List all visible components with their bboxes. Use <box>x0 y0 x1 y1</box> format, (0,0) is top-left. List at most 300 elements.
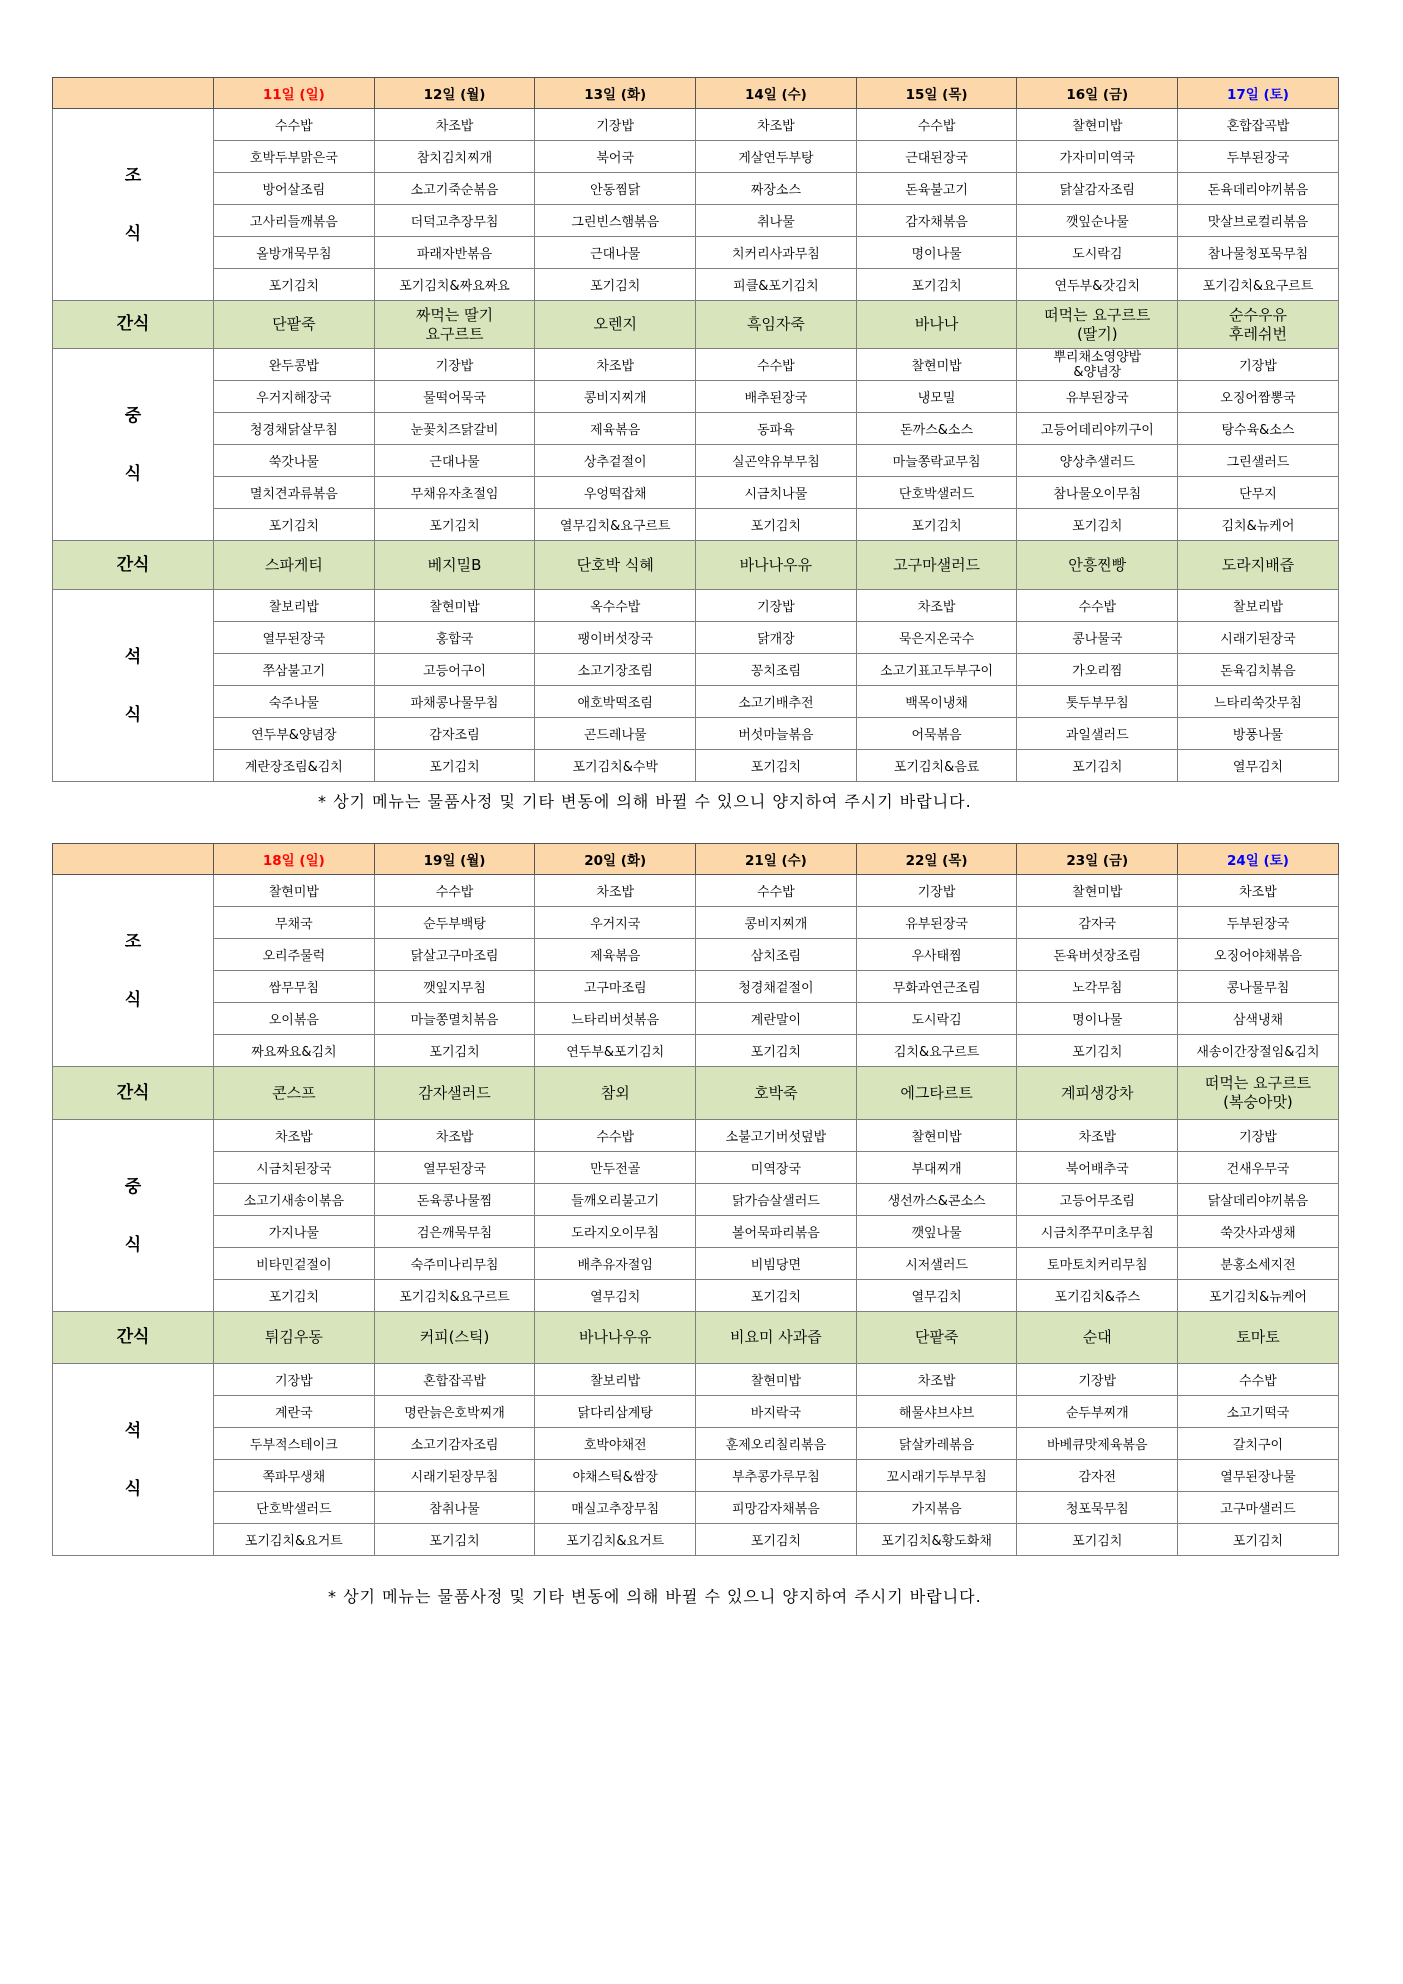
menu-item: 계란장조림&김치 <box>214 750 375 782</box>
menu-item: 수수밥 <box>1017 590 1178 622</box>
menu-item: 감자국 <box>1017 907 1178 939</box>
menu-item: 감자조림 <box>374 718 535 750</box>
menu-item: 포기김치&쥬스 <box>1017 1280 1178 1312</box>
menu-item: 우거지국 <box>535 907 696 939</box>
menu-item: 포기김치 <box>856 269 1017 301</box>
menu-item: 짜요짜요&김치 <box>214 1035 375 1067</box>
day-date: 18일 <box>262 853 295 869</box>
snack1-row <box>53 1067 1339 1120</box>
menu-item: 포기김치 <box>374 1035 535 1067</box>
menu-item: 고등어데리야끼구이 <box>1017 413 1178 445</box>
menu-item: 두부된장국 <box>1178 141 1339 173</box>
day-header <box>1017 78 1178 109</box>
menu-item: 수수밥 <box>696 349 857 381</box>
dinner-row <box>53 1492 1339 1524</box>
menu-item: 차조밥 <box>856 590 1017 622</box>
menu-item: 오이볶음 <box>214 1003 375 1035</box>
menu-item: 깻잎지무침 <box>374 971 535 1003</box>
menu-item: 깻잎순나물 <box>1017 205 1178 237</box>
day-weekday: (월) <box>460 87 486 103</box>
menu-item: 오징어야채볶음 <box>1178 939 1339 971</box>
menu-item: 배추유자절임 <box>535 1248 696 1280</box>
day-date: 11일 <box>262 87 295 103</box>
dinner-row <box>53 654 1339 686</box>
menu-item: 찰현미밥 <box>856 1120 1017 1152</box>
menu-item: 묵은지온국수 <box>856 622 1017 654</box>
menu-item: 참나물청포묵무침 <box>1178 237 1339 269</box>
meal-label-char: 중 <box>124 405 142 426</box>
breakfast-row <box>53 1003 1339 1035</box>
day-header <box>214 78 375 109</box>
menu-item: 계란국 <box>214 1396 375 1428</box>
breakfast-row <box>53 939 1339 971</box>
day-weekday: (화) <box>620 87 647 103</box>
menu-item: 매실고추장무침 <box>535 1492 696 1524</box>
menu-item: 명란늙은호박찌개 <box>374 1396 535 1428</box>
snack2-row <box>53 1312 1339 1364</box>
dinner-row <box>53 718 1339 750</box>
snack-item: 커피(스틱) <box>374 1312 535 1364</box>
menu-item: 마늘쫑멸치볶음 <box>374 1003 535 1035</box>
day-header <box>856 78 1017 109</box>
lunch-row <box>53 1280 1339 1312</box>
menu-item: 참취나물 <box>374 1492 535 1524</box>
menu-item: 수수밥 <box>696 875 857 907</box>
menu-item: 명이나물 <box>1017 1003 1178 1035</box>
snack-item: 단팥죽 <box>214 301 375 349</box>
menu-item: 기장밥 <box>535 109 696 141</box>
menu-item: 시래기된장무침 <box>374 1460 535 1492</box>
meal-label-char: 석 <box>124 1420 142 1441</box>
menu-item: 연두부&양념장 <box>214 718 375 750</box>
menu-item: 새송이간장절임&김치 <box>1178 1035 1339 1067</box>
menu-item: 무채유자초절임 <box>374 477 535 509</box>
menu-item: 제육볶음 <box>535 413 696 445</box>
menu-item: 연두부&포기김치 <box>535 1035 696 1067</box>
day-header <box>374 78 535 109</box>
menu-item: 찰보리밥 <box>214 590 375 622</box>
menu-item: 돈육불고기 <box>856 173 1017 205</box>
snack-item: 바나나우유 <box>696 541 857 590</box>
dinner-row <box>53 1428 1339 1460</box>
meal-label-char: 조 <box>124 931 142 952</box>
menu-item: 소고기배추전 <box>696 686 857 718</box>
menu-item: 기장밥 <box>696 590 857 622</box>
menu-item: 고등어무조림 <box>1017 1184 1178 1216</box>
menu-item: 그린샐러드 <box>1178 445 1339 477</box>
menu-item: 포기김치 <box>696 750 857 782</box>
lunch-row <box>53 1152 1339 1184</box>
menu-item-line: &양념장 <box>1073 364 1122 380</box>
snack-item: 베지밀B <box>374 541 535 590</box>
day-date: 17일 <box>1227 87 1259 103</box>
day-weekday: (토) <box>1263 853 1289 869</box>
menu-item: 오징어짬뽕국 <box>1178 381 1339 413</box>
day-weekday: (수) <box>781 853 807 869</box>
meal-label-char: 식 <box>124 1234 142 1255</box>
day-weekday: (목) <box>942 87 968 103</box>
snack-item: 단호박 식혜 <box>535 541 696 590</box>
menu-item: 유부된장국 <box>856 907 1017 939</box>
menu-item: 두부적스테이크 <box>214 1428 375 1460</box>
menu-item: 찰현미밥 <box>1017 109 1178 141</box>
menu-item: 포기김치 <box>1017 750 1178 782</box>
snack-item: 토마토 <box>1178 1312 1339 1364</box>
menu-item: 청경채겉절이 <box>696 971 857 1003</box>
menu-item: 북어국 <box>535 141 696 173</box>
menu-item: 상추겉절이 <box>535 445 696 477</box>
menu-item: 기장밥 <box>1178 349 1339 381</box>
day-header <box>1017 844 1178 875</box>
menu-item: 콩비지찌개 <box>696 907 857 939</box>
menu-item: 비타민겉절이 <box>214 1248 375 1280</box>
snack-item: 단팥죽 <box>856 1312 1017 1364</box>
menu-item: 소고기표고두부구이 <box>856 654 1017 686</box>
menu-item: 차조밥 <box>1178 875 1339 907</box>
menu-item: 포기김치 <box>696 509 857 541</box>
menu-item: 눈꽃치즈닭갈비 <box>374 413 535 445</box>
snack-item <box>1017 301 1178 349</box>
menu-item: 기장밥 <box>214 1364 375 1396</box>
menu-item: 기장밥 <box>374 349 535 381</box>
menu-item: 돈육콩나물찜 <box>374 1184 535 1216</box>
menu-item: 방어살조림 <box>214 173 375 205</box>
snack-item: 고구마샐러드 <box>856 541 1017 590</box>
menu-item: 포기김치 <box>535 269 696 301</box>
menu-item: 감자전 <box>1017 1460 1178 1492</box>
menu-item: 차조밥 <box>374 1120 535 1152</box>
menu-item: 버섯마늘볶음 <box>696 718 857 750</box>
snack-item-line: (복숭아맛) <box>1223 1093 1293 1111</box>
menu-item: 포기김치 <box>374 750 535 782</box>
menu-item: 소고기새송이볶음 <box>214 1184 375 1216</box>
menu-item: 찰현미밥 <box>374 590 535 622</box>
breakfast-row <box>53 205 1339 237</box>
lunch-row <box>53 381 1339 413</box>
lunch-row <box>53 1248 1339 1280</box>
menu-item: 닭개장 <box>696 622 857 654</box>
snack-item-line: 순수우유 <box>1228 305 1287 324</box>
snack-item-line: 짜먹는 딸기 <box>415 305 494 324</box>
menu-item: 가지나물 <box>214 1216 375 1248</box>
snack-item: 순대 <box>1017 1312 1178 1364</box>
menu-item: 돈까스&소스 <box>856 413 1017 445</box>
menu-item: 단호박샐러드 <box>214 1492 375 1524</box>
menu-item: 수수밥 <box>1178 1364 1339 1396</box>
menu-item: 시금치쭈꾸미초무침 <box>1017 1216 1178 1248</box>
menu-item: 부대찌개 <box>856 1152 1017 1184</box>
menu-item: 순두부백탕 <box>374 907 535 939</box>
menu-item: 돈육버섯장조림 <box>1017 939 1178 971</box>
menu-item: 해물샤브샤브 <box>856 1396 1017 1428</box>
menu-item: 쭈삼불고기 <box>214 654 375 686</box>
day-weekday: (월) <box>460 853 486 869</box>
day-header-row <box>53 844 1339 875</box>
snack-item-line: 떠먹는 요구르트 <box>1204 1074 1312 1092</box>
menu-item: 가오리찜 <box>1017 654 1178 686</box>
menu-item: 비빔당면 <box>696 1248 857 1280</box>
menu-item: 도시락김 <box>856 1003 1017 1035</box>
menu-item: 방풍나물 <box>1178 718 1339 750</box>
menu-item: 닭살감자조림 <box>1017 173 1178 205</box>
menu-item: 훈제오리칠리볶음 <box>696 1428 857 1460</box>
menu-item: 검은깨묵무침 <box>374 1216 535 1248</box>
breakfast-label <box>53 109 214 301</box>
snack-item: 호박죽 <box>696 1067 857 1120</box>
menu-table <box>52 843 1339 1556</box>
snack1-row <box>53 301 1339 349</box>
menu-item: 계란말이 <box>696 1003 857 1035</box>
menu-item: 찰보리밥 <box>535 1364 696 1396</box>
day-date: 16일 <box>1066 87 1099 103</box>
breakfast-row <box>53 141 1339 173</box>
menu-change-notice: * 상기 메뉴는 물품사정 및 기타 변동에 의해 바뀔 수 있으니 양지하여 주시기 바랍니다. <box>318 792 972 811</box>
menu-item: 단무지 <box>1178 477 1339 509</box>
menu-item: 찰현미밥 <box>856 349 1017 381</box>
menu-item: 숙주미나리무침 <box>374 1248 535 1280</box>
snack-item-line: 후레쉬번 <box>1228 324 1287 343</box>
breakfast-label <box>53 875 214 1067</box>
menu-item: 쌈무무침 <box>214 971 375 1003</box>
menu-item: 안동찜닭 <box>535 173 696 205</box>
day-header <box>856 844 1017 875</box>
day-weekday: (일) <box>299 87 325 103</box>
menu-item: 열무김치 <box>1178 750 1339 782</box>
menu-item: 포기김치 <box>696 1280 857 1312</box>
menu-item: 시금치된장국 <box>214 1152 375 1184</box>
meal-label-char: 식 <box>124 463 142 484</box>
menu-item: 열무김치&요구르트 <box>535 509 696 541</box>
menu-item: 찰현미밥 <box>214 875 375 907</box>
day-header <box>374 844 535 875</box>
lunch-row <box>53 1184 1339 1216</box>
menu-item: 기장밥 <box>1017 1364 1178 1396</box>
menu-item: 청경채닭살무침 <box>214 413 375 445</box>
menu-item: 고구마조림 <box>535 971 696 1003</box>
menu-item: 탕수육&소스 <box>1178 413 1339 445</box>
snack-label: 간식 <box>53 301 214 349</box>
menu-item: 포기김치 <box>1017 1035 1178 1067</box>
snack-item: 흑임자죽 <box>696 301 857 349</box>
snack-item-line: 떠먹는 요구르트 <box>1044 305 1151 324</box>
snack-label: 간식 <box>53 1312 214 1364</box>
day-header <box>535 844 696 875</box>
menu-item: 차조밥 <box>856 1364 1017 1396</box>
menu-item <box>1017 349 1178 381</box>
snack-item: 스파게티 <box>214 541 375 590</box>
lunch-row <box>53 413 1339 445</box>
menu-item: 시저샐러드 <box>856 1248 1017 1280</box>
lunch-label <box>53 349 214 541</box>
menu-item: 미역장국 <box>696 1152 857 1184</box>
dinner-row <box>53 1460 1339 1492</box>
menu-item: 돈육김치볶음 <box>1178 654 1339 686</box>
day-date: 22일 <box>905 853 938 869</box>
meal-label-char: 조 <box>124 165 142 186</box>
menu-item: 순두부찌개 <box>1017 1396 1178 1428</box>
day-weekday: (수) <box>781 87 807 103</box>
menu-item: 연두부&갓김치 <box>1017 269 1178 301</box>
menu-item: 취나물 <box>696 205 857 237</box>
menu-item: 느타리쑥갓무침 <box>1178 686 1339 718</box>
menu-item: 생선까스&콘소스 <box>856 1184 1017 1216</box>
menu-item: 고사리들깨볶음 <box>214 205 375 237</box>
day-date: 21일 <box>744 853 777 869</box>
menu-item: 수수밥 <box>214 109 375 141</box>
menu-item: 닭살데리야끼볶음 <box>1178 1184 1339 1216</box>
menu-item: 볼어묵파리볶음 <box>696 1216 857 1248</box>
breakfast-row <box>53 907 1339 939</box>
menu-item: 기장밥 <box>856 875 1017 907</box>
meal-label-char: 식 <box>124 704 142 725</box>
menu-item: 두부된장국 <box>1178 907 1339 939</box>
menu-item: 어묵볶음 <box>856 718 1017 750</box>
menu-item: 열무된장국 <box>214 622 375 654</box>
menu-item: 포기김치 <box>214 269 375 301</box>
menu-item: 콩비지찌개 <box>535 381 696 413</box>
lunch-row <box>53 1216 1339 1248</box>
day-header <box>1178 844 1339 875</box>
menu-item: 느타리버섯볶음 <box>535 1003 696 1035</box>
snack-item-line: (딸기) <box>1076 324 1118 343</box>
snack-item <box>374 301 535 349</box>
day-header-row <box>53 78 1339 109</box>
menu-item: 바베큐맛제육볶음 <box>1017 1428 1178 1460</box>
snack-item <box>1178 301 1339 349</box>
menu-item: 게살연두부탕 <box>696 141 857 173</box>
menu-item: 포기김치 <box>214 509 375 541</box>
menu-item: 그린빈스햄볶음 <box>535 205 696 237</box>
menu-item: 냉모밀 <box>856 381 1017 413</box>
menu-item: 차조밥 <box>535 349 696 381</box>
menu-item-line: 뿌리채소영양밥 <box>1053 349 1142 365</box>
menu-item: 포기김치&짜요짜요 <box>374 269 535 301</box>
snack-item: 감자샐러드 <box>374 1067 535 1120</box>
breakfast-row <box>53 1035 1339 1067</box>
dinner-row <box>53 686 1339 718</box>
snack-item: 튀김우동 <box>214 1312 375 1364</box>
menu-item: 소고기장조림 <box>535 654 696 686</box>
menu-item: 고등어구이 <box>374 654 535 686</box>
day-date: 12일 <box>423 87 456 103</box>
menu-item: 포기김치&수박 <box>535 750 696 782</box>
lunch-row <box>53 445 1339 477</box>
menu-item: 유부된장국 <box>1017 381 1178 413</box>
menu-item: 애호박떡조림 <box>535 686 696 718</box>
day-date: 19일 <box>423 853 456 869</box>
menu-item: 멸치견과류볶음 <box>214 477 375 509</box>
day-weekday: (금) <box>1102 853 1129 869</box>
menu-item: 홍합국 <box>374 622 535 654</box>
menu-item: 만두전골 <box>535 1152 696 1184</box>
week-1-menu <box>52 77 1338 782</box>
breakfast-row <box>53 971 1339 1003</box>
menu-item: 백목이냉채 <box>856 686 1017 718</box>
menu-item: 톳두부무침 <box>1017 686 1178 718</box>
menu-item: 수수밥 <box>856 109 1017 141</box>
menu-item: 찰현미밥 <box>1017 875 1178 907</box>
menu-item: 배추된장국 <box>696 381 857 413</box>
menu-item: 열무김치 <box>535 1280 696 1312</box>
dinner-row <box>53 590 1339 622</box>
menu-item: 포기김치 <box>1017 509 1178 541</box>
menu-item: 올방개묵무침 <box>214 237 375 269</box>
day-header <box>214 844 375 875</box>
dinner-label <box>53 590 214 782</box>
menu-item: 도시락김 <box>1017 237 1178 269</box>
dinner-row <box>53 1396 1339 1428</box>
menu-item: 소고기감자조림 <box>374 1428 535 1460</box>
dinner-row <box>53 1524 1339 1556</box>
menu-item: 실곤약유부무침 <box>696 445 857 477</box>
snack-item: 참외 <box>535 1067 696 1120</box>
menu-item: 포기김치&요구르트 <box>374 1280 535 1312</box>
menu-table <box>52 77 1339 782</box>
menu-item: 호박야채전 <box>535 1428 696 1460</box>
day-weekday: (일) <box>299 853 325 869</box>
day-date: 23일 <box>1066 853 1099 869</box>
menu-item: 과일샐러드 <box>1017 718 1178 750</box>
menu-item: 포기김치 <box>1178 1524 1339 1556</box>
menu-item: 쑥갓사과생채 <box>1178 1216 1339 1248</box>
menu-item: 양상추샐러드 <box>1017 445 1178 477</box>
day-weekday: (토) <box>1263 87 1289 103</box>
menu-item: 노각무침 <box>1017 971 1178 1003</box>
menu-item: 소고기죽순볶음 <box>374 173 535 205</box>
day-header <box>696 78 857 109</box>
menu-item: 콩나물국 <box>1017 622 1178 654</box>
menu-item: 닭가슴살샐러드 <box>696 1184 857 1216</box>
menu-item: 야채스틱&쌈장 <box>535 1460 696 1492</box>
menu-item: 쑥갓나물 <box>214 445 375 477</box>
menu-item: 꽁치조림 <box>696 654 857 686</box>
menu-change-notice: * 상기 메뉴는 물품사정 및 기타 변동에 의해 바뀔 수 있으니 양지하여 주시기 바랍니다. <box>328 1587 982 1606</box>
lunch-row <box>53 349 1339 381</box>
menu-item: 우거지해장국 <box>214 381 375 413</box>
menu-item: 포기김치&요구르트 <box>1178 269 1339 301</box>
week-2-menu <box>52 843 1338 1556</box>
snack-item: 계피생강차 <box>1017 1067 1178 1120</box>
menu-item: 차조밥 <box>535 875 696 907</box>
menu-item: 참나물오이무침 <box>1017 477 1178 509</box>
lunch-label <box>53 1120 214 1312</box>
day-date: 24일 <box>1227 853 1259 869</box>
meal-label-char: 식 <box>124 223 142 244</box>
menu-item: 김치&요구르트 <box>856 1035 1017 1067</box>
menu-item: 동파육 <box>696 413 857 445</box>
menu-item: 피망감자채볶음 <box>696 1492 857 1524</box>
menu-item: 들깨오리불고기 <box>535 1184 696 1216</box>
menu-item: 포기김치&음료 <box>856 750 1017 782</box>
meal-label-char: 석 <box>124 646 142 667</box>
menu-item: 포기김치 <box>696 1524 857 1556</box>
menu-item: 명이나물 <box>856 237 1017 269</box>
meal-label-char: 중 <box>124 1176 142 1197</box>
menu-item: 열무김치 <box>856 1280 1017 1312</box>
dinner-label <box>53 1364 214 1556</box>
menu-item: 기장밥 <box>1178 1120 1339 1152</box>
menu-item: 포기김치 <box>1017 1524 1178 1556</box>
dinner-row <box>53 622 1339 654</box>
menu-item: 포기김치 <box>856 509 1017 541</box>
menu-item: 포기김치 <box>696 1035 857 1067</box>
day-header <box>696 844 857 875</box>
menu-item: 팽이버섯장국 <box>535 622 696 654</box>
menu-item: 닭살고구마조림 <box>374 939 535 971</box>
menu-item: 마늘쫑락교무침 <box>856 445 1017 477</box>
menu-item: 우엉떡잡채 <box>535 477 696 509</box>
meal-label-char: 식 <box>124 989 142 1010</box>
